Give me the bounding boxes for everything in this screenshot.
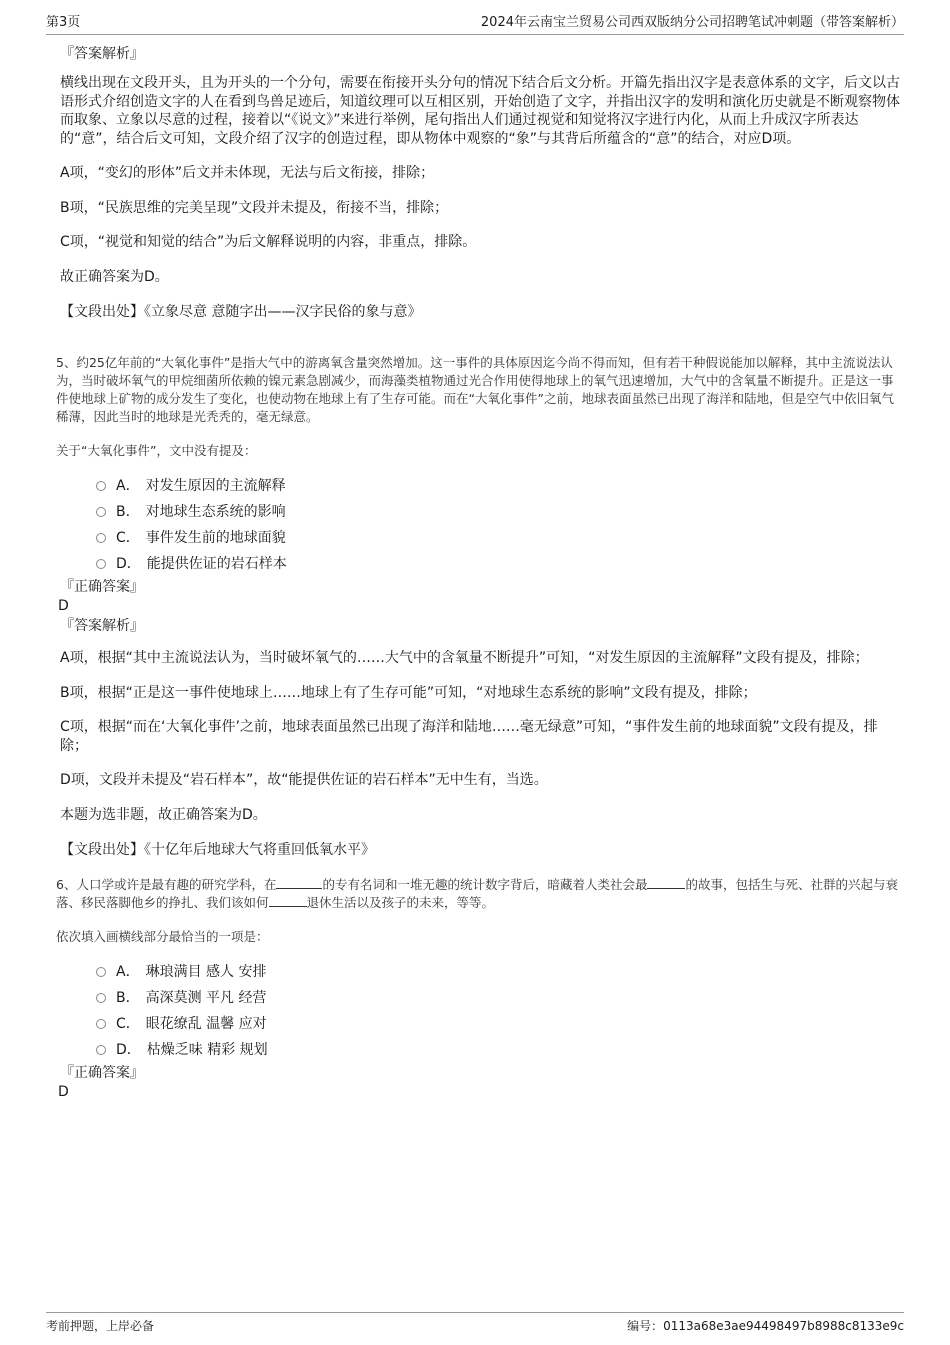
q5-source: 【文段出处】《十亿年后地球大气将重回低氧水平》 bbox=[60, 842, 375, 858]
q4-conclusion: 故正确答案为D。 bbox=[60, 268, 169, 285]
q6-answer: D bbox=[58, 1084, 69, 1100]
q6-option-c[interactable]: C． 眼花缭乱 温馨 应对 bbox=[96, 1011, 900, 1037]
q5-question: 5、约25亿年前的“大氧化事件”是指大气中的游离氧含量突然增加。这一事件的具体原因迄今尚不得而知，但有若干种假说能加以解释，其中主流说法认为，当时破坏氧气的甲烷细菌所依赖的镍元素急剧减少，而海藻类植物通过光合作用使得地球上的氧气迅速增加，大气中的含氧量不断提升。正是这一事件使地球上矿物的成分发生了变化，也使动物在地球上有了生存可能。而在“大氧化事件”之前，地球表面虽然已出现了海洋和陆地，但是空气中依旧氧气稀薄，因此当时的地球是光秃秃的，毫无绿意。 bbox=[56, 355, 894, 424]
q6-prompt: 依次填入画横线部分最恰当的一项是： bbox=[56, 929, 269, 944]
q5-answer-label: 『正确答案』 bbox=[60, 579, 144, 595]
q6-option-a[interactable]: A． 琳琅满目 感人 安排 bbox=[96, 959, 900, 985]
footer-slogan: 考前押题，上岸必备 bbox=[46, 1319, 155, 1333]
q4-source: 【文段出处】《立象尽意 意随字出——汉字民俗的象与意》 bbox=[60, 304, 422, 320]
footer-serial-number: 编号：0113a68e3ae94498497b8988c8133e9c bbox=[627, 1319, 904, 1333]
page-content bbox=[56, 44, 900, 1102]
q4-analysis-c: C项，“视觉和知觉的结合”为后文解释说明的内容，非重点，排除。 bbox=[60, 234, 477, 250]
q4-analysis-a: A项，“变幻的形体”后文并未体现，无法与后文衔接，排除； bbox=[60, 165, 435, 181]
radio-button[interactable] bbox=[96, 1045, 106, 1055]
q4-analysis-main: 横线出现在文段开头，且为开头的一个分句，需要在衔接开头分句的情况下结合后文分析。开篇先指出汉字是表意体系的文字，后文以古语形式介绍创造文字的人在看到鸟兽足迹后，知道纹理可以互相区别，开始创造了文字，并指出汉字的发明和演化历史就是不断观察物体而取象、立象以尽意的过程，接着以“《说文》”来进行举例，尾句指出人们通过视觉和知觉将汉字进行内化，从而上升成汉字所表达的“意”，结合后文可知，文段介绍了汉字的创造过程，即从物体中观察的“象”与其背后所蕴含的“意”的结合，对应D项。 bbox=[60, 75, 900, 147]
q5-analysis-a: A项，根据“其中主流说法认为，当时破坏氧气的……大气中的含氧量不断提升”可知，“对发生原因的主流解释”文段有提及，排除； bbox=[60, 650, 869, 666]
q5-option-d[interactable]: D． 能提供佐证的岩石样本 bbox=[96, 551, 900, 577]
q5-analysis-d: D项，文段并未提及“岩石样本”，故“能提供佐证的岩石样本”无中生有，当选。 bbox=[60, 772, 548, 788]
document-title: 2024年云南宝兰贸易公司西双版纳分公司招聘笔试冲刺题（带答案解析） bbox=[480, 15, 904, 30]
fill-blank bbox=[276, 876, 322, 889]
q6-options bbox=[96, 959, 900, 1063]
q5-option-a[interactable]: A． 对发生原因的主流解释 bbox=[96, 473, 900, 499]
radio-button[interactable] bbox=[96, 507, 106, 517]
radio-button[interactable] bbox=[96, 559, 106, 569]
page-footer bbox=[46, 1312, 904, 1333]
radio-button[interactable] bbox=[96, 481, 106, 491]
q5-prompt: 关于“大氧化事件”，文中没有提及： bbox=[56, 443, 257, 458]
q6-option-d[interactable]: D． 枯燥乏味 精彩 规划 bbox=[96, 1037, 900, 1063]
q5-analysis-b: B项，根据“正是这一事件使地球上……地球上有了生存可能”可知，“对地球生态系统的影响”文段有提及，排除； bbox=[60, 684, 757, 701]
q6-question: 6、人口学或许是最有趣的研究学科，在 的专有名词和一堆无趣的统计数字背后，暗藏着人类社会最 的故事，包括生与死、社群的兴起与衰落、移民落脚他乡的挣扎、我们该如何 退休生活以及孩子的未来，等等。 bbox=[56, 877, 898, 910]
radio-button[interactable] bbox=[96, 1019, 106, 1029]
radio-button[interactable] bbox=[96, 967, 106, 977]
q6-option-b[interactable]: B． 高深莫测 平凡 经营 bbox=[96, 985, 900, 1011]
page-header bbox=[46, 14, 904, 35]
q5-analysis-label: 『答案解析』 bbox=[60, 618, 144, 634]
q5-answer: D bbox=[58, 598, 69, 614]
radio-button[interactable] bbox=[96, 533, 106, 543]
q4-analysis-label: 『答案解析』 bbox=[60, 46, 144, 62]
q5-options bbox=[96, 473, 900, 577]
radio-button[interactable] bbox=[96, 993, 106, 1003]
q5-conclusion: 本题为选非题，故正确答案为D。 bbox=[60, 806, 267, 823]
q6-answer-label: 『正确答案』 bbox=[60, 1065, 144, 1081]
fill-blank bbox=[647, 876, 685, 889]
q5-analysis-c: C项，根据“而在‘大氧化事件’之前，地球表面虽然已出现了海洋和陆地……毫无绿意”可知，“事件发生前的地球面貌”文段有提及，排除； bbox=[60, 719, 878, 754]
fill-blank bbox=[269, 894, 307, 907]
q5-option-b[interactable]: B． 对地球生态系统的影响 bbox=[96, 499, 900, 525]
q4-analysis-b: B项，“民族思维的完美呈现”文段并未提及，衔接不当，排除； bbox=[60, 199, 449, 216]
q5-option-c[interactable]: C． 事件发生前的地球面貌 bbox=[96, 525, 900, 551]
page-number: 第3页 bbox=[46, 15, 81, 30]
